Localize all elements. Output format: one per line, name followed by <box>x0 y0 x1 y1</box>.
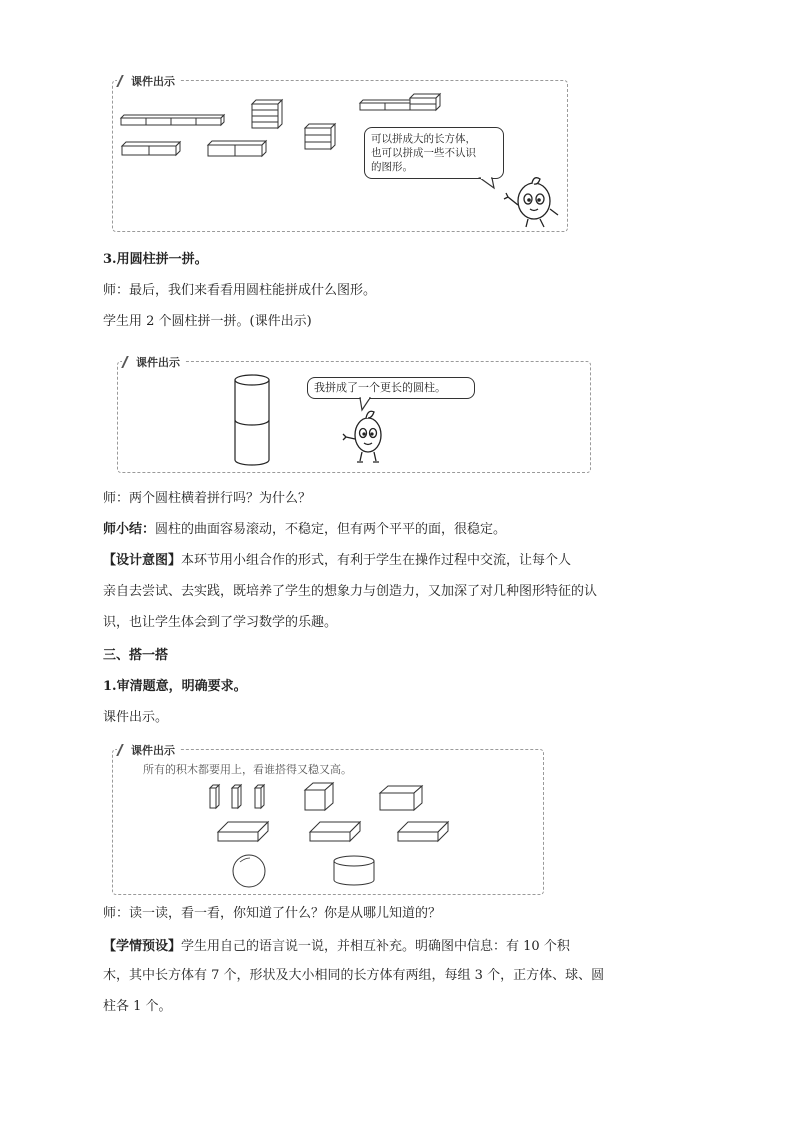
panel-tag: 课件出示 <box>117 73 179 89</box>
tall-cuboid-3 <box>255 785 264 808</box>
paragraph-read: 师：读一读，看一看，你知道了什么？你是从哪儿知道的？ <box>103 906 442 921</box>
panel-3-instruction: 所有的积木都要用上，看谁搭得又稳又高。 <box>143 763 352 776</box>
paragraph-design-line-3: 识，也让学生体会到了学习数学的乐趣。 <box>103 615 338 630</box>
flat-slab-3 <box>398 822 448 841</box>
summary-label: 师小结： <box>103 522 156 537</box>
section-three-heading: 三、搭一搭 <box>103 648 169 663</box>
summary-text: 圆柱的曲面容易滚动，不稳定，但有两个平平的面，很稳定。 <box>155 522 507 537</box>
tall-cuboid-2 <box>232 785 241 808</box>
paragraph-preset-line-2: 木，其中长方体有 7 个，形状及大小相同的长方体有两组，每组 3 个，正方体、球、圆 <box>103 968 605 983</box>
cube <box>305 783 333 810</box>
paragraph-teacher-last: 师：最后，我们来看看用圆柱能拼成什么图形。 <box>103 283 377 298</box>
paragraph-preset-line-1: 【学情预设】学生用自己的语言说一说，并相互补充。明确图中信息：有 10 个积 <box>103 939 570 954</box>
tall-cuboid-1 <box>210 785 219 808</box>
paragraph-teacher-question: 师：两个圆柱横着拼行吗？为什么？ <box>103 491 312 506</box>
sphere <box>233 855 265 887</box>
panel-tag: 课件出示 <box>122 354 184 370</box>
paragraph-student-two: 学生用 2 个圆柱拼一拼。(课件出示) <box>103 314 312 329</box>
paragraph-courseware: 课件出示。 <box>103 710 169 725</box>
panel-tag: 课件出示 <box>117 742 179 758</box>
speech-bubble-2: 我拼成了一个更长的圆柱。 <box>307 377 475 399</box>
wide-cuboid <box>380 786 422 810</box>
speech-bubble-1: 可以拼成大的长方体， 也可以拼成一些不认识 的图形。 <box>364 127 504 179</box>
section-3-heading: 3.用圆柱拼一拼。 <box>103 252 208 267</box>
cylinder <box>334 856 374 885</box>
paragraph-preset-line-3: 柱各 1 个。 <box>103 999 172 1014</box>
design-label: 【设计意图】 <box>103 553 182 568</box>
paragraph-design-line-1: 【设计意图】本环节用小组合作的形式，有利于学生在操作过程中交流，让每个人 <box>103 553 572 568</box>
flat-slab-1 <box>218 822 268 841</box>
preset-label: 【学情预设】 <box>103 939 182 954</box>
paragraph-design-line-2: 亲自去尝试、去实践，既培养了学生的想象力与创造力，又加深了对几种图形特征的认 <box>103 584 598 599</box>
subsection-1-heading: 1.审清题意，明确要求。 <box>103 679 247 694</box>
flat-slab-2 <box>310 822 360 841</box>
